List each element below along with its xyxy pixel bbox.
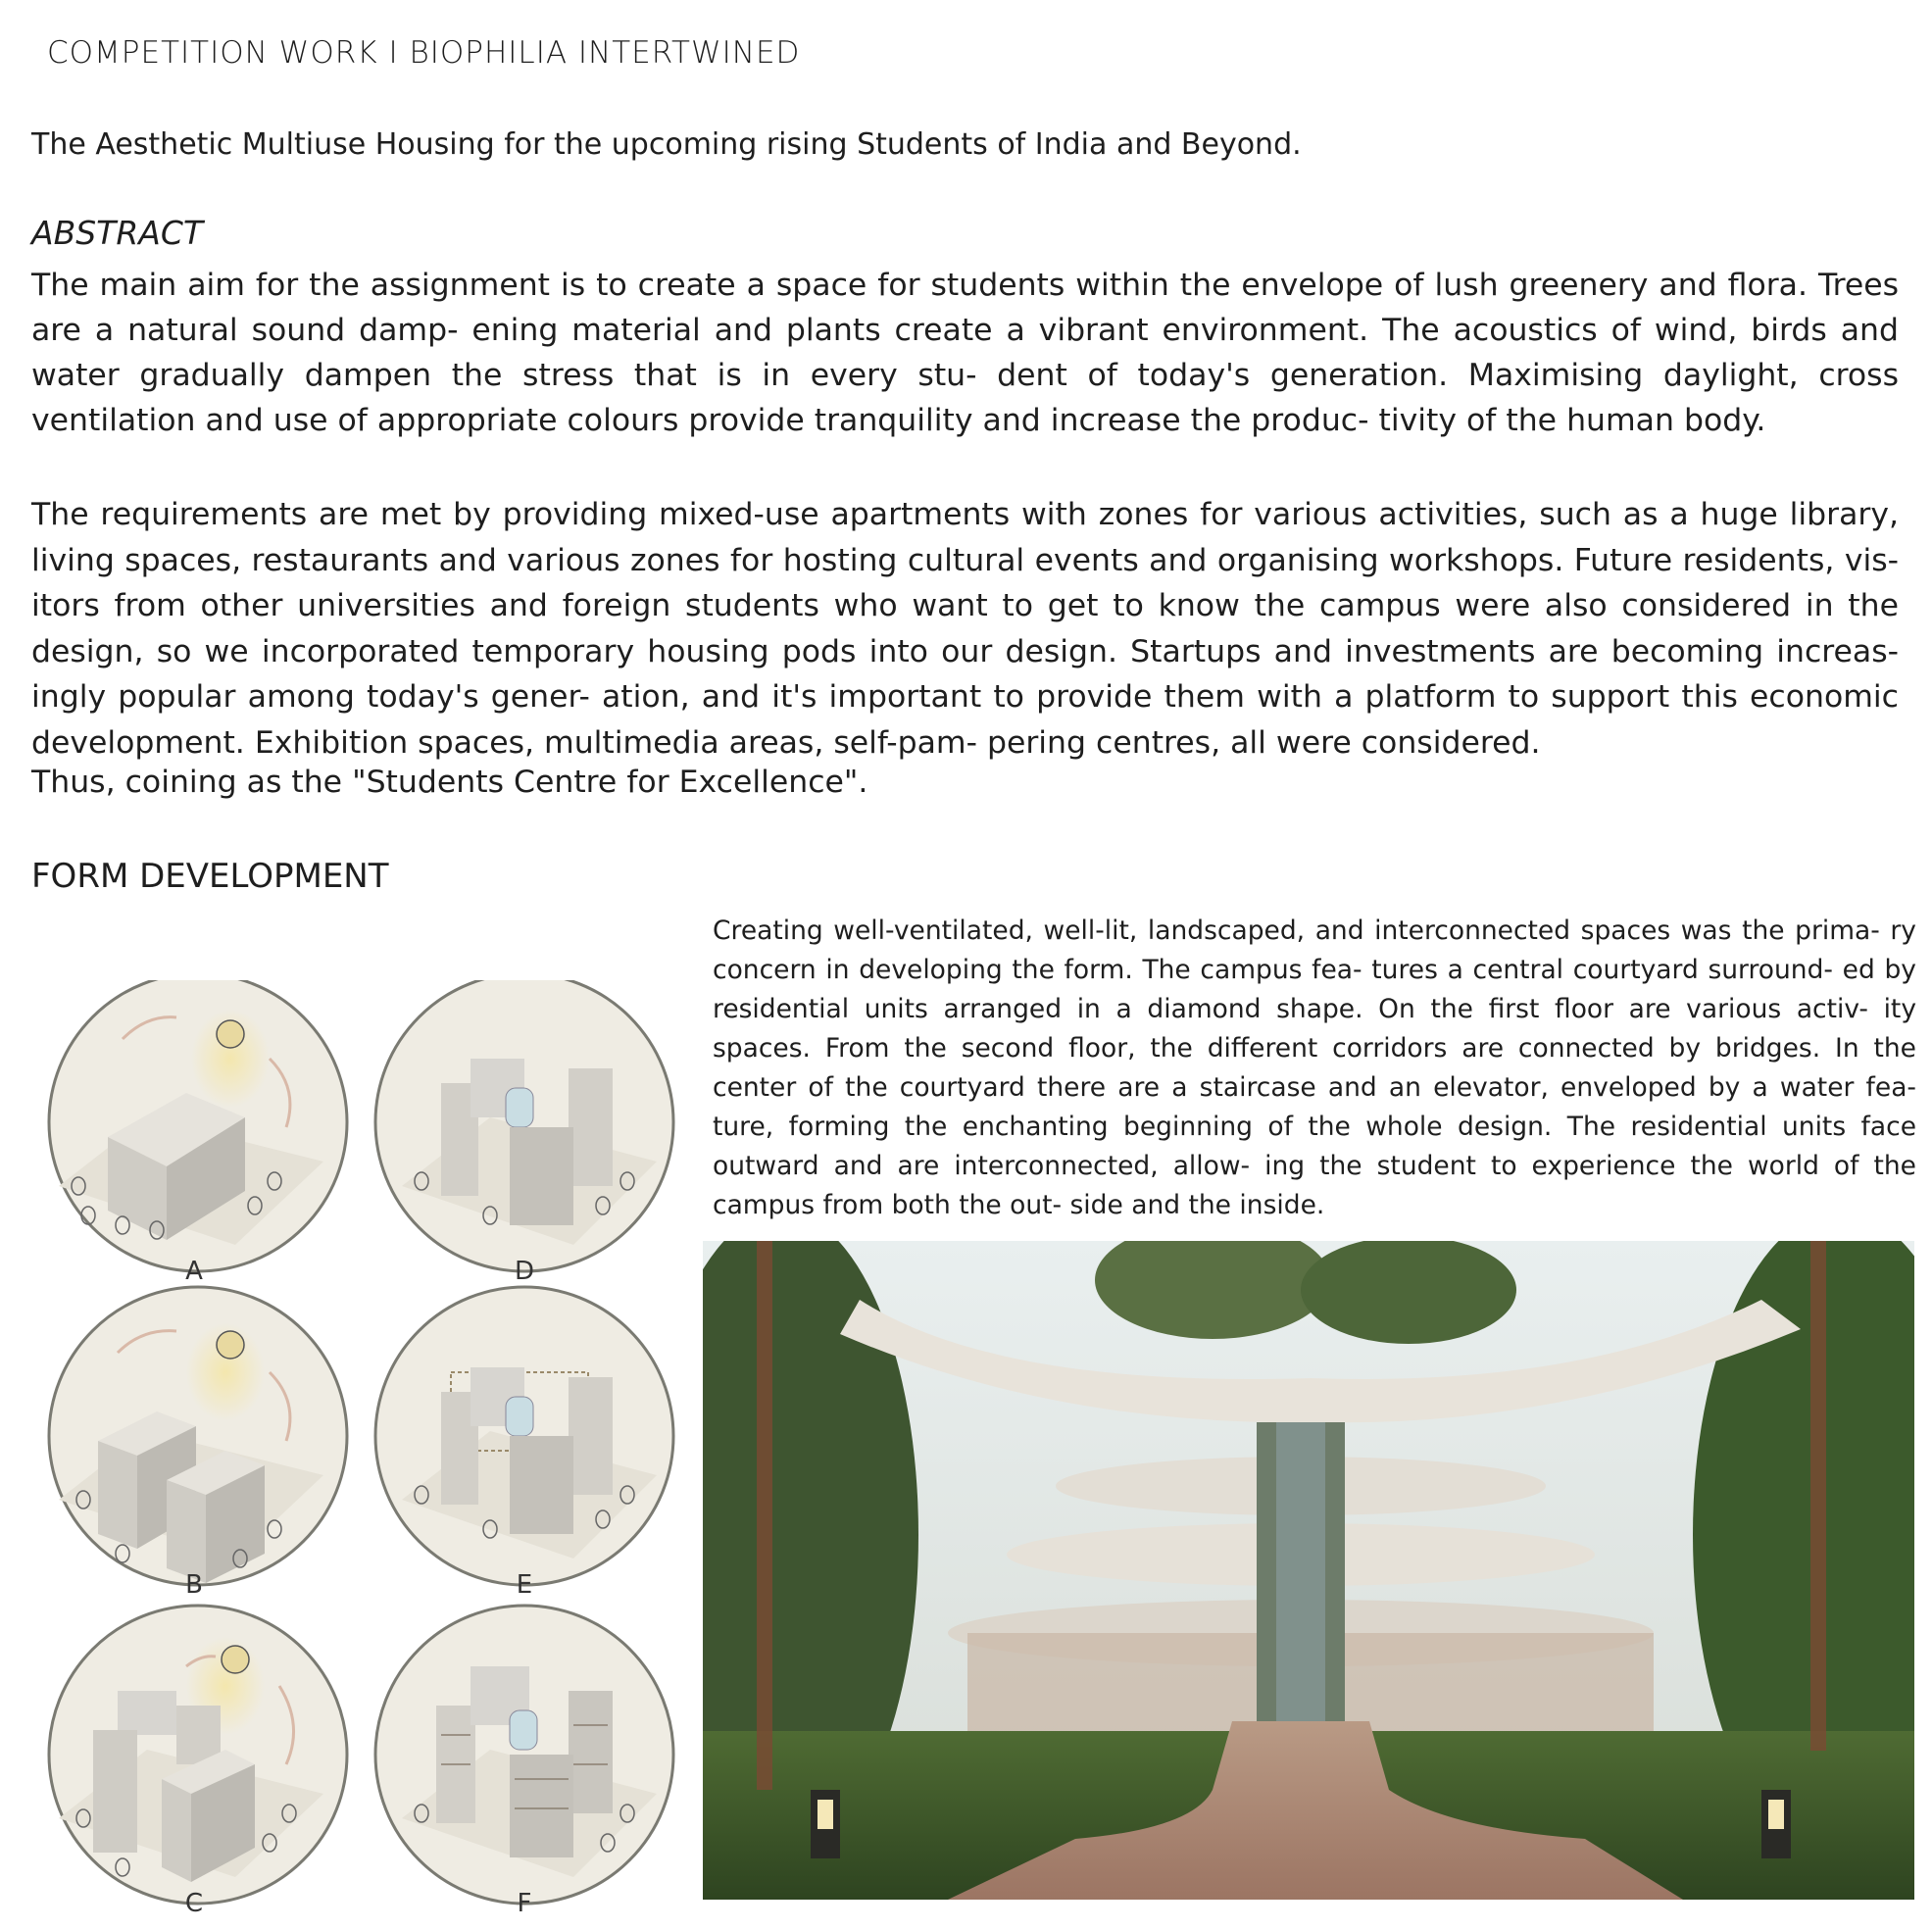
diagram-e xyxy=(375,1287,673,1600)
tagline: The Aesthetic Multiuse Housing for the upcoming rising Students of India and Beyond. xyxy=(31,127,1302,162)
diagram-f xyxy=(375,1606,673,1918)
form-diagrams xyxy=(29,980,686,1921)
sun-icon xyxy=(217,1331,244,1359)
sun-icon xyxy=(222,1646,249,1673)
form-development-heading: FORM DEVELOPMENT xyxy=(31,857,389,896)
diagram-c xyxy=(49,1606,347,1918)
sun-icon xyxy=(217,1020,244,1048)
diagram-label-d: D xyxy=(514,1257,535,1286)
diagram-label-f: F xyxy=(517,1889,532,1918)
diagram-label-a: A xyxy=(185,1257,203,1286)
abstract-paragraph-3: Thus, coining as the "Students Centre for Excellence". xyxy=(31,765,868,800)
diagram-label-c: C xyxy=(184,1889,204,1918)
diagram-label-e: E xyxy=(516,1570,533,1600)
diagram-d xyxy=(375,980,673,1286)
diagram-a xyxy=(49,980,347,1286)
diagram-label-b: B xyxy=(185,1570,203,1600)
abstract-heading: ABSTRACT xyxy=(31,214,204,252)
courtyard-render xyxy=(703,1241,1914,1900)
form-development-text: Creating well-ventilated, well-lit, landscaped, and interconnected spaces was the prima- ry concern in developing the form. The campus fea- tures a central courtyard surround- ed by residential units arranged in a diamond shape. On the first floor are various activ- ity spaces. From the second floor, the different corridors are connected by bridges. In the center of the courtyard there are a staircase and an elevator, enveloped by a water fea- ture, forming the enchanting beginning of the whole design. The residential units face outward and are interconnected, allow- ing the student to experience the world of the campus from both the out- side and the inside. xyxy=(713,916,1916,1220)
abstract-paragraph-1: The main aim for the assignment is to create a space for students within the envelope of lush greenery and flora. Trees are a natural sound damp- ening material and plants create a vibrant environment. The acoustics of wind, birds and water gradually dampen the stress that is in every stu- dent of today's generation. Maximising daylight, cross ventilation and use of appropriate colours provide tranquility and increase the produc- tivity of the human body. xyxy=(31,268,1899,438)
diagram-b xyxy=(49,1287,347,1600)
abstract-paragraph-2: The requirements are met by providing mixed-use apartments with zones for various activities, such as a huge library, living spaces, restaurants and various zones for hosting cultural events and organising workshops. Future residents, vis- itors from other universities and foreign students who want to get to know the campus were also considered in the design, so we incorporated temporary housing pods into our design. Startups and investments are becoming increas- ingly popular among today's gener- ation, and it's important to provide them with a platform to support this economic development. Exhibition spaces, multimedia areas, self-pam- pering centres, all were considered. xyxy=(31,497,1899,761)
page-header: COMPETITION WORK I BIOPHILIA INTERTWINED xyxy=(47,35,801,71)
